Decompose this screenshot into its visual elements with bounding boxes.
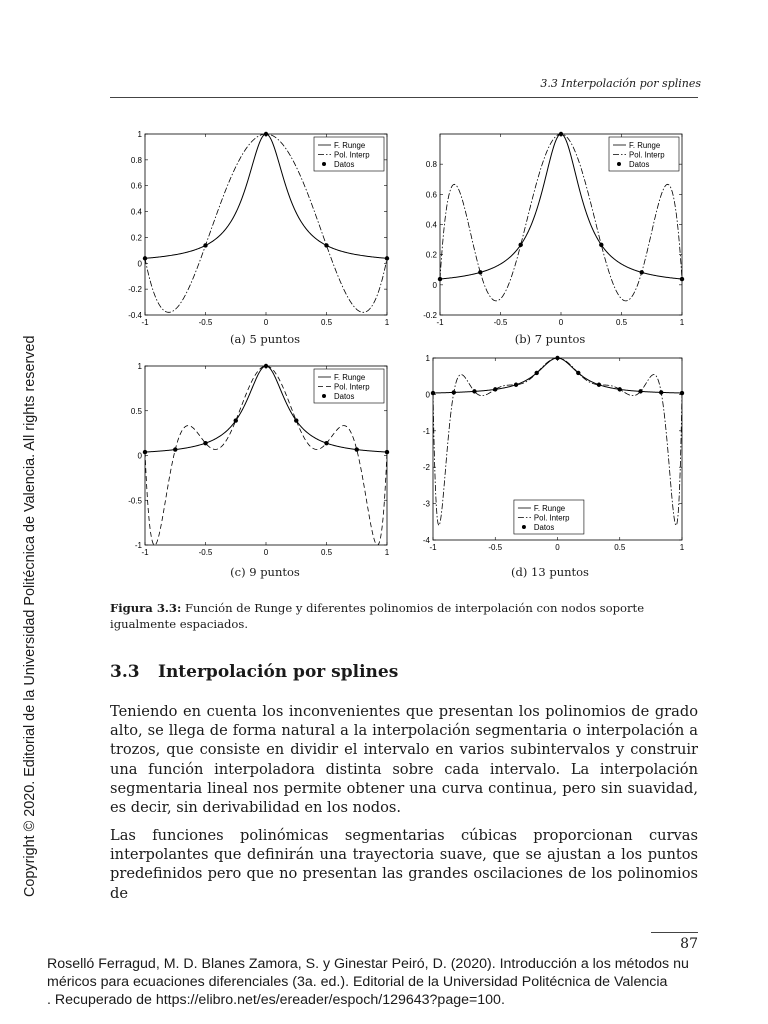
data-point (519, 243, 523, 247)
y-tick-label: -2 (422, 463, 430, 473)
y-tick-label: 0.2 (425, 250, 437, 260)
footer-rule (651, 932, 698, 933)
section-title: Interpolación por splines (158, 662, 399, 682)
x-tick-label: -0.5 (488, 543, 503, 552)
data-point (493, 387, 497, 391)
figure-caption-label: Figura 3.3: (110, 601, 182, 615)
x-tick-label: 1 (384, 548, 390, 557)
x-tick-label: -1 (141, 318, 149, 327)
legend (314, 137, 384, 171)
x-tick-label: -1 (141, 548, 149, 557)
legend-datos: Datos (334, 160, 355, 169)
side-copyright: Copyright © 2020. Editorial de la Universidad Politécnica de Valencia. All rights reserved (22, 335, 38, 897)
data-point (472, 389, 476, 393)
paragraph-1: Teniendo en cuenta los inconvenientes que presentan los polinomios de grado alto, se llega de forma natural a la interpolación segmentaria o interpolación a trozos, que consiste en dividir el intervalo en varios subintervalos y construir una función interpoladora distinta sobre cada intervalo. La interpolación segmentaria lineal nos permite obtener una curva continua, pero sin suavidad, es decir, sin derivabilidad en los nodos. (110, 703, 698, 817)
subcaption-d: (d) 13 puntos (511, 565, 589, 579)
y-tick-label: 0 (137, 451, 142, 461)
y-tick-label: 0.4 (425, 220, 437, 230)
data-point (143, 256, 147, 260)
y-tick-label: -0.4 (128, 311, 142, 320)
legend-pol-interp: Pol. Interp (629, 150, 665, 160)
legend-pol-interp: Pol. Interp (334, 382, 370, 392)
legend (609, 137, 679, 171)
y-tick-label: 0.4 (130, 207, 142, 217)
data-point (659, 390, 663, 394)
figure-caption-text: Función de Runge y diferentes polinomios de interpolación con nodos soporte igualmente espaciados. (110, 601, 645, 631)
y-tick-label: 0.2 (130, 233, 142, 243)
legend-pol-interp: Pol. Interp (533, 513, 570, 523)
plot-b-7-puntos (395, 124, 695, 334)
subcaption-c: (c) 9 puntos (230, 565, 300, 579)
data-point (638, 389, 642, 393)
x-tick-label: -0.5 (198, 548, 213, 557)
data-point (264, 132, 268, 136)
data-point (234, 418, 238, 422)
data-point (535, 371, 539, 375)
citation-line-2: méricos para ecuaciones diferenciales (3a. ed.). Editorial de la Universidad Politécnica de Valencia (47, 974, 668, 990)
data-point (385, 256, 389, 260)
y-tick-label: 0.5 (130, 406, 142, 416)
x-tick-label: -0.5 (198, 318, 213, 327)
data-point (324, 243, 328, 247)
data-point (324, 441, 328, 445)
data-point (294, 418, 298, 422)
data-point (559, 132, 563, 136)
y-tick-label: 0.8 (425, 160, 437, 170)
data-point (599, 243, 603, 247)
legend-marker (322, 394, 326, 398)
page-number: 87 (680, 936, 698, 952)
legend-f-runge: F. Runge (334, 141, 366, 150)
x-tick-label: 1 (384, 318, 390, 327)
x-tick-label: 0.5 (614, 543, 626, 552)
x-tick-label: 0.5 (615, 318, 628, 327)
data-point (597, 383, 601, 387)
data-point (680, 391, 684, 395)
citation-line-1: Roselló Ferragud, M. D. Blanes Zamora, S. y Ginestar Peiró, D. (2020). Introducción a los métodos nu (47, 956, 689, 972)
header-rule (110, 97, 698, 98)
legend (314, 369, 384, 403)
y-tick-label: 1 (425, 354, 430, 363)
y-tick-label: -0.5 (128, 496, 142, 506)
x-tick-label: 0 (555, 543, 560, 552)
data-point (143, 450, 147, 454)
citation-line-3: . Recuperado de https://elibro.net/es/ereader/espoch/129643?page=100. (47, 992, 505, 1008)
series-f-runge (433, 358, 682, 393)
data-point (173, 447, 177, 451)
section-number: 3.3 (110, 662, 140, 682)
data-point (514, 383, 518, 387)
citation (47, 955, 767, 1009)
data-point (431, 391, 435, 395)
data-point (452, 390, 456, 394)
y-tick-label: -3 (422, 499, 430, 509)
plot-d-13-puntos (395, 350, 695, 560)
plot-c-9-puntos (100, 358, 400, 568)
y-tick-label: -4 (422, 536, 430, 545)
legend (514, 500, 584, 534)
data-point (385, 450, 389, 454)
section-heading (110, 662, 398, 682)
legend-f-runge: F. Runge (533, 504, 566, 513)
y-tick-label: 0.8 (130, 155, 142, 165)
x-tick-label: 0 (263, 548, 269, 557)
data-point (478, 270, 482, 274)
x-tick-label: 1 (679, 543, 685, 552)
legend-marker (522, 525, 526, 529)
y-tick-label: 1 (137, 362, 142, 371)
x-tick-label: 0 (263, 318, 269, 327)
paragraph-2: Las funciones polinómicas segmentarias cúbicas proporcionan curvas interpolantes que definirán una trayectoria suave, que se ajustan a los puntos predefinidos pero que no presentan las grandes oscilaciones de los polinomios de (110, 827, 698, 902)
legend-marker (322, 162, 326, 166)
running-head: 3.3 Interpolación por splines (540, 77, 701, 90)
y-tick-label: 0 (137, 259, 142, 269)
x-tick-label: 1 (679, 318, 685, 327)
x-tick-label: -0.5 (493, 318, 508, 327)
data-point (576, 371, 580, 375)
data-point (264, 364, 268, 368)
subcaption-a: (a) 5 puntos (229, 332, 301, 346)
legend-f-runge: F. Runge (334, 373, 366, 382)
y-tick-label: 0 (425, 390, 430, 400)
legend-f-runge: F. Runge (629, 141, 661, 150)
x-tick-label: -1 (429, 543, 437, 552)
y-tick-label: 0.6 (425, 190, 437, 200)
legend-marker (617, 162, 621, 166)
data-point (438, 277, 442, 281)
y-tick-label: 0 (432, 280, 437, 290)
data-point (203, 441, 207, 445)
data-point (640, 270, 644, 274)
data-point (618, 387, 622, 391)
y-tick-label: -0.2 (423, 311, 437, 320)
subcaption-b: (b) 7 puntos (514, 332, 586, 346)
y-tick-label: 0.6 (130, 181, 142, 191)
plot-a-5-puntos (100, 124, 400, 334)
data-point (555, 356, 559, 360)
y-tick-label: -1 (422, 426, 430, 436)
x-tick-label: -1 (436, 318, 444, 327)
x-tick-label: 0.5 (320, 318, 333, 327)
y-tick-label: -0.2 (128, 285, 142, 295)
data-point (680, 277, 684, 281)
legend-datos: Datos (629, 160, 650, 169)
x-tick-label: 0 (558, 318, 564, 327)
legend-datos: Datos (334, 392, 355, 401)
data-point (355, 447, 359, 451)
legend-datos: Datos (533, 523, 555, 532)
y-tick-label: 1 (137, 130, 142, 139)
y-tick-label: -1 (134, 541, 142, 550)
data-point (203, 243, 207, 247)
legend-pol-interp: Pol. Interp (334, 150, 370, 160)
x-tick-label: 0.5 (320, 548, 333, 557)
figure-caption (110, 600, 700, 632)
